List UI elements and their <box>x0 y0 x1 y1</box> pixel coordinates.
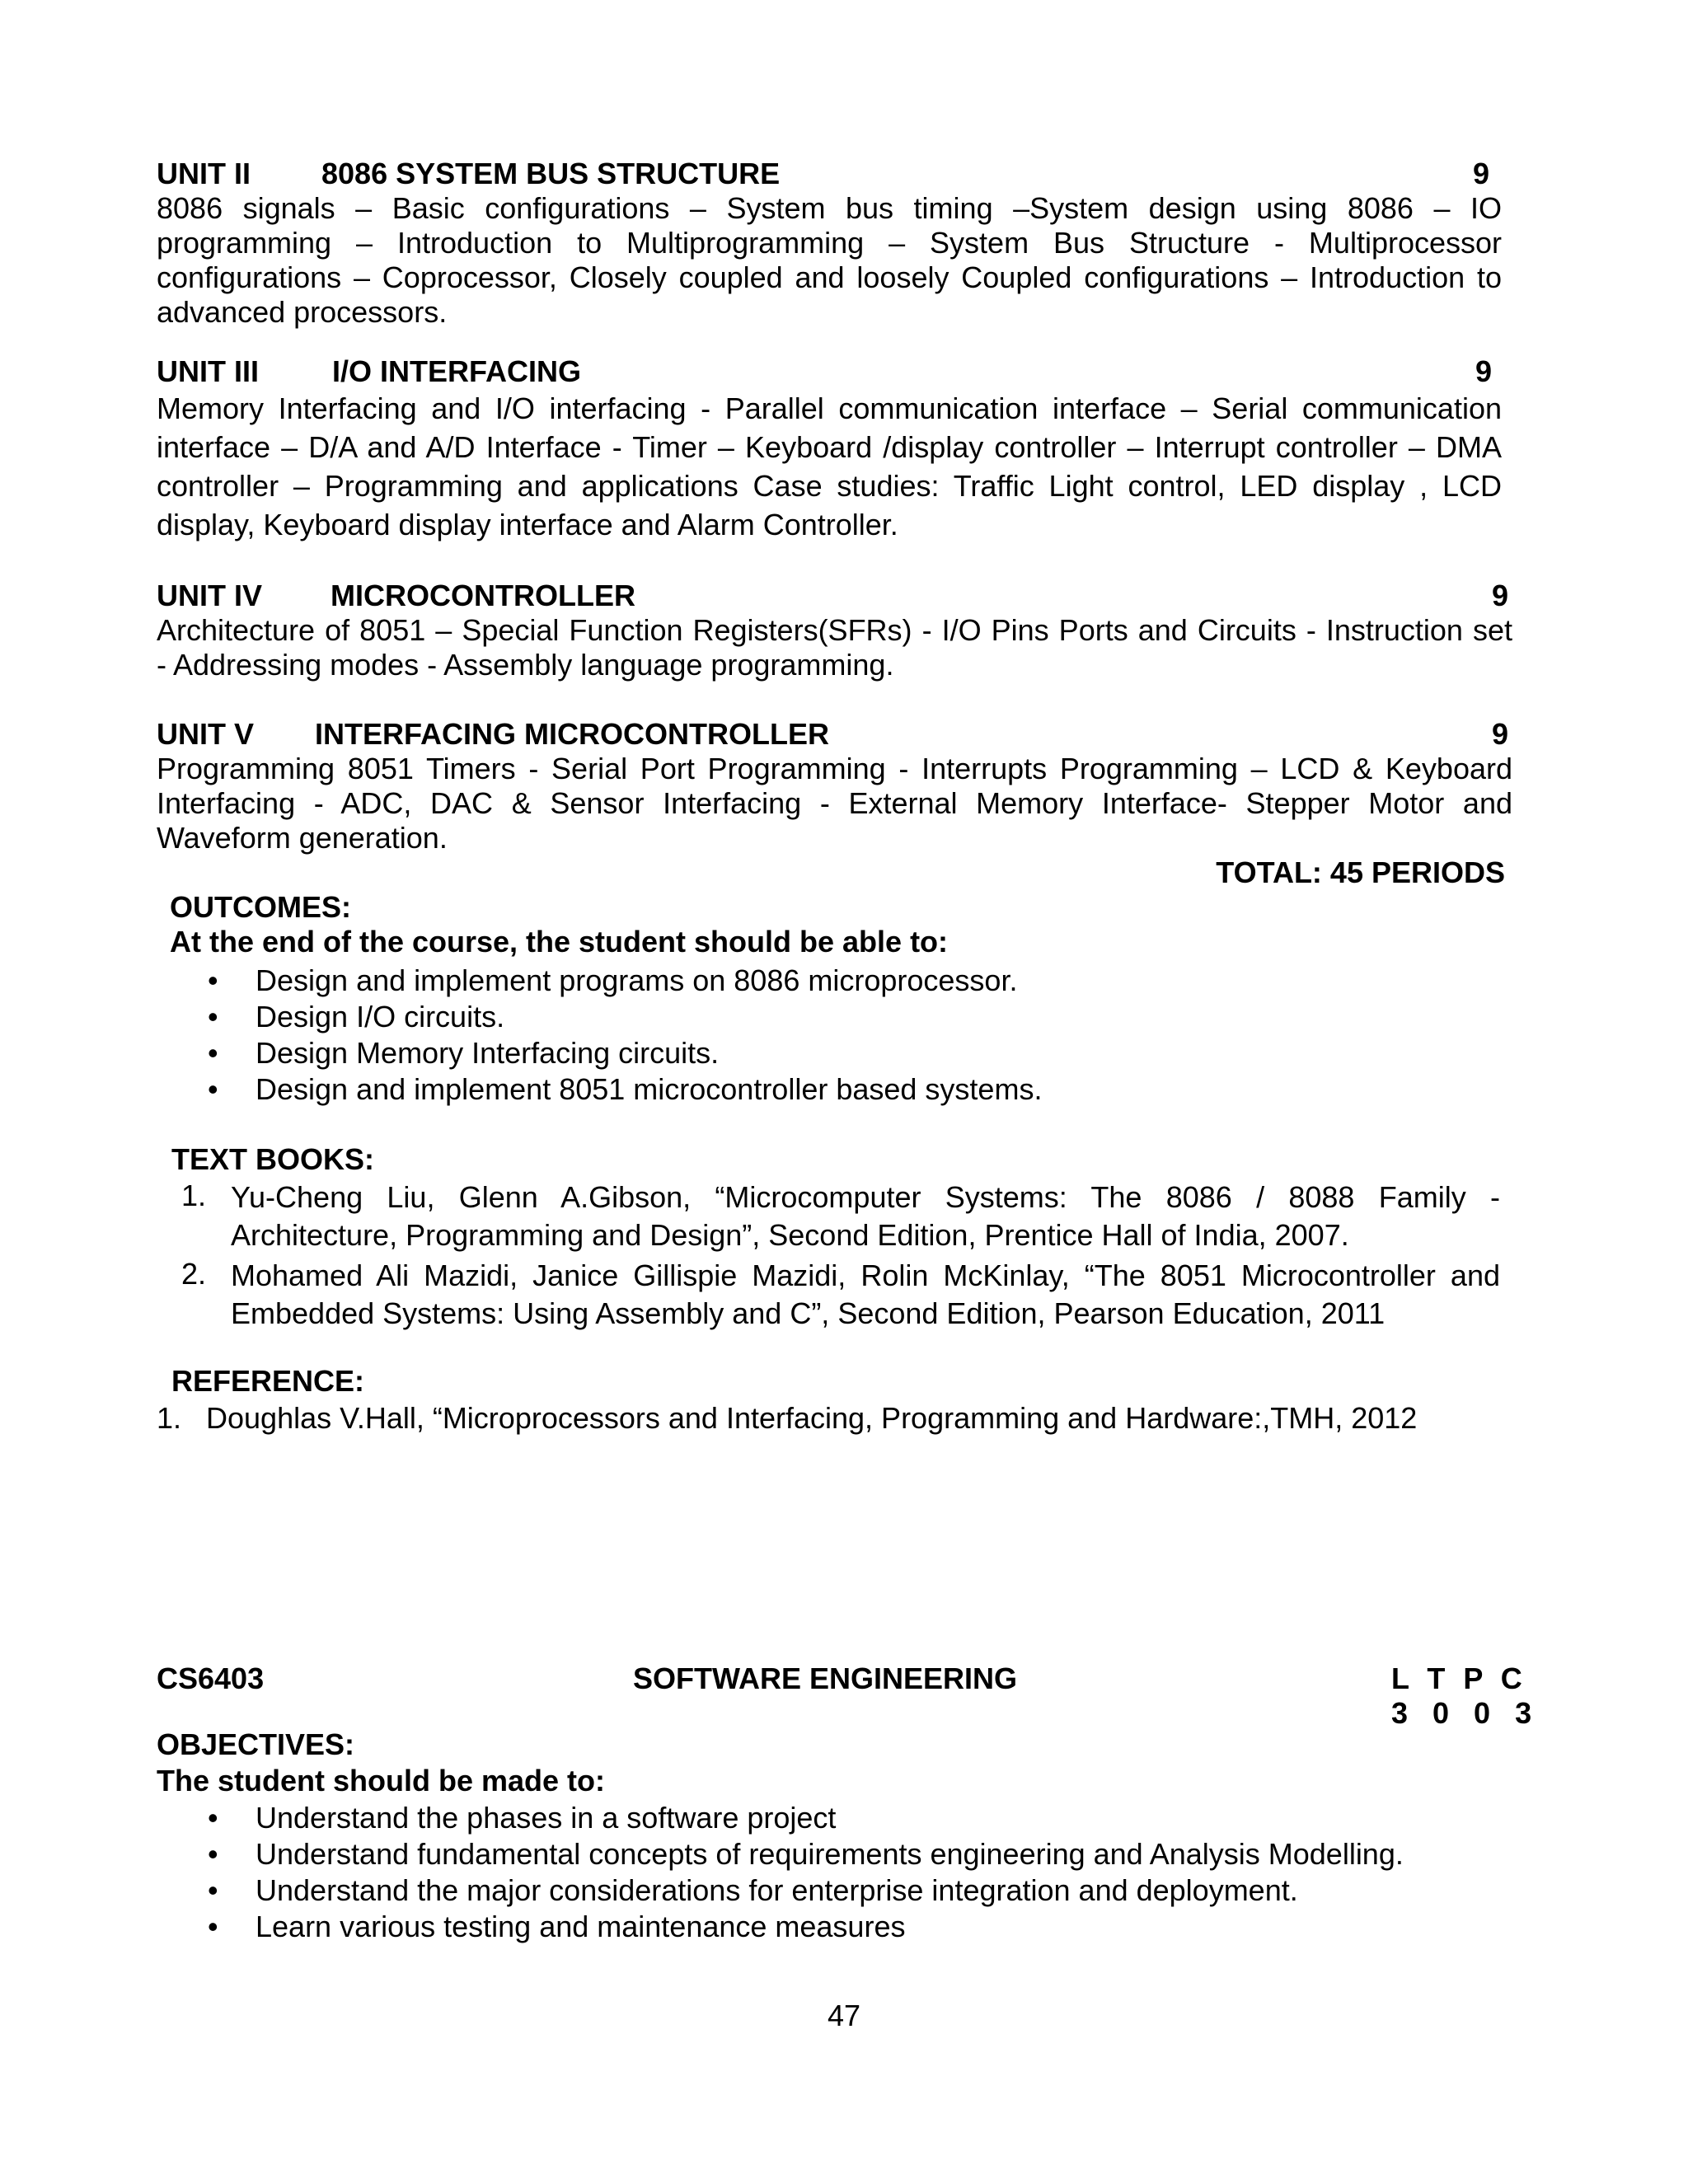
unit-text-line: Waveform generation. <box>157 821 448 855</box>
list-item: • Design I/O circuits. <box>208 1000 505 1033</box>
list-item: • Learn various testing and maintenance measures <box>208 1910 906 1943</box>
objectives-intro: The student should be made to: <box>157 1764 606 1797</box>
unit-title: MICROCONTROLLER <box>331 579 635 612</box>
unit-text-line: 8086 signals – Basic configurations – System bus timing –System design using 8086 – IO <box>157 191 1502 225</box>
ltpc-labels: L T P C <box>1391 1661 1527 1695</box>
unit-2-heading <box>157 157 1517 191</box>
unit-title: 8086 SYSTEM BUS STRUCTURE <box>321 157 781 190</box>
unit-label: UNIT V <box>157 717 255 751</box>
unit-hours: 9 <box>1492 579 1509 612</box>
unit-hours: 9 <box>1475 354 1493 388</box>
unit-text-line: configurations – Coprocessor, Closely coupled and loosely Coupled configurations – Introduction to <box>157 260 1502 294</box>
list-item: • Understand fundamental concepts of requirements engineering and Analysis Modelling. <box>208 1837 1404 1871</box>
bullet-icon: • <box>208 1036 218 1070</box>
list-item: • Design and implement programs on 8086 microprocessor. <box>208 963 1018 997</box>
outcomes-intro: At the end of the course, the student should be able to: <box>170 925 949 958</box>
reference-text: Doughlas V.Hall, “Microprocessors and Interfacing, Programming and Hardware:,TMH, 2012 <box>206 1401 1418 1435</box>
unit-text-line: display, Keyboard display interface and Alarm Controller. <box>157 508 898 541</box>
list-item: • Understand the phases in a software project <box>208 1801 837 1835</box>
unit-hours: 9 <box>1492 717 1509 751</box>
text-books-heading: TEXT BOOKS: <box>171 1142 375 1176</box>
unit-text-line: Architecture of 8051 – Special Function Registers(SFRs) - I/O Pins Ports and Circuits - Instruction set <box>157 613 1512 647</box>
bullet-icon: • <box>208 1801 218 1835</box>
unit-text-line: controller – Programming and applications Case studies: Traffic Light control, LED display , LCD <box>157 469 1502 503</box>
list-item: • Design and implement 8051 microcontroller based systems. <box>208 1072 1043 1106</box>
unit-text-line: interface – D/A and A/D Interface - Timer – Keyboard /display controller – Interrupt controller – DMA <box>157 430 1502 464</box>
text-book-1 <box>231 1179 1500 1254</box>
bullet-icon: • <box>208 1072 218 1106</box>
ltpc-values: 3 0 0 3 <box>1391 1696 1540 1730</box>
text-book-number: 1. <box>181 1179 207 1212</box>
unit-title: INTERFACING MICROCONTROLLER <box>315 717 829 751</box>
bullet-icon: • <box>208 1873 218 1907</box>
unit-text-line: - Addressing modes - Assembly language programming. <box>157 648 894 682</box>
unit-text-line: Memory Interfacing and I/O interfacing - Parallel communication interface – Serial communication <box>157 391 1502 425</box>
outcomes-heading: OUTCOMES: <box>170 890 351 924</box>
course-title: SOFTWARE ENGINEERING <box>633 1661 1018 1695</box>
list-item: • Understand the major considerations for enterprise integration and deployment. <box>208 1873 1298 1907</box>
unit-5-content <box>157 752 1512 855</box>
reference-heading: REFERENCE: <box>171 1364 365 1398</box>
text-book-line: Architecture, Programming and Design”, Second Edition, Prentice Hall of India, 2007. <box>231 1218 1349 1252</box>
outcomes-list <box>208 963 1043 1108</box>
text-book-line: Yu-Cheng Liu, Glenn A.Gibson, “Microcomputer Systems: The 8086 / 8088 Family - <box>231 1180 1500 1214</box>
bullet-icon: • <box>208 963 218 997</box>
unit-label: UNIT III <box>157 354 259 388</box>
unit-3-content <box>157 389 1502 544</box>
unit-title: I/O INTERFACING <box>332 354 582 388</box>
unit-text-line: programming – Introduction to Multiprogramming – System Bus Structure - Multiprocessor <box>157 226 1502 260</box>
unit-3-heading <box>157 354 1517 389</box>
unit-4-heading <box>157 579 1517 613</box>
objectives-heading: OBJECTIVES: <box>157 1727 355 1761</box>
total-periods: TOTAL: 45 PERIODS <box>1216 855 1505 889</box>
unit-label: UNIT IV <box>157 579 263 612</box>
unit-hours: 9 <box>1473 157 1490 190</box>
objectives-list <box>208 1800 1404 1945</box>
unit-label: UNIT II <box>157 157 251 190</box>
text-book-line: Mohamed Ali Mazidi, Janice Gillispie Mazidi, Rolin McKinlay, “The 8051 Microcontroller and <box>231 1258 1500 1292</box>
bullet-icon: • <box>208 1000 218 1033</box>
unit-text-line: Programming 8051 Timers - Serial Port Programming - Interrupts Programming – LCD & Keyboard <box>157 752 1512 785</box>
text-book-number: 2. <box>181 1257 207 1291</box>
unit-5-heading <box>157 717 1517 752</box>
bullet-icon: • <box>208 1910 218 1943</box>
unit-4-content <box>157 613 1512 682</box>
text-book-2 <box>231 1257 1500 1333</box>
unit-2-content <box>157 191 1502 330</box>
reference-number: 1. <box>157 1401 182 1435</box>
unit-text-line: Interfacing - ADC, DAC & Sensor Interfacing - External Memory Interface- Stepper Motor and <box>157 786 1512 820</box>
list-item: • Design Memory Interfacing circuits. <box>208 1036 720 1070</box>
page-number: 47 <box>827 1999 861 2032</box>
unit-text-line: advanced processors. <box>157 295 448 329</box>
text-book-line: Embedded Systems: Using Assembly and C”, Second Edition, Pearson Education, 2011 <box>231 1296 1386 1330</box>
course-code: CS6403 <box>157 1661 265 1695</box>
bullet-icon: • <box>208 1837 218 1871</box>
